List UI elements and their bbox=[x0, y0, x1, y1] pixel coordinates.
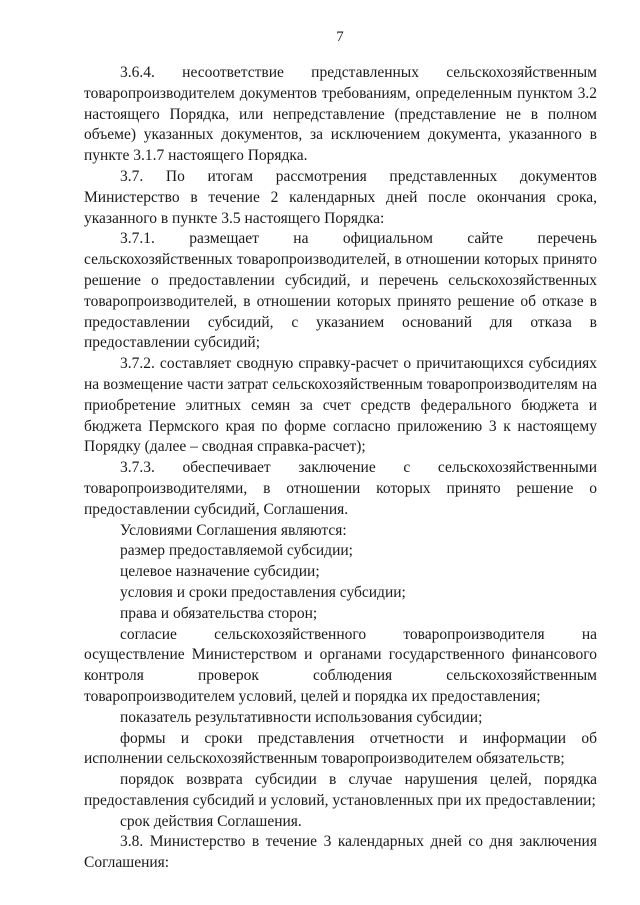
paragraph-3-8: 3.8. Министерство в течение 3 календарных дней со дня заключения Соглашения: bbox=[84, 833, 597, 872]
page-number: 7 bbox=[336, 29, 344, 45]
paragraph-3-6-4: 3.6.4. несоответствие представленных сельскохозяйственным товаропроизводителем документов требованиям, определенным пунктом 3.2 настоящего Порядка, или непредставление (представление не в полном объеме) указанных документов, за исключением документа, указанного в пункте 3.1.7 настоящего Порядка. bbox=[84, 64, 597, 165]
condition-reporting: формы и сроки представления отчетности и информации об исполнении сельскохозяйственным товаропроизводителем обязательств; bbox=[84, 729, 597, 768]
condition-terms: условия и сроки предоставления субсидии; bbox=[120, 583, 406, 601]
condition-consent-to-inspections: согласие сельскохозяйственного товаропроизводителя на осуществление Министерством и органами государственного финансового контроля проверок соблюдения сельскохозяйственным товаропроизводителем условий, целей и порядка их предоставления; bbox=[84, 625, 597, 705]
condition-rights-obligations: права и обязательства сторон; bbox=[120, 604, 318, 622]
document-body bbox=[84, 63, 597, 874]
paragraph-3-7: 3.7. По итогам рассмотрения представленных документов Министерство в течение 2 календарных дней после окончания срока, указанного в пункте 3.5 настоящего Порядка: bbox=[84, 167, 597, 227]
paragraph-3-7-2: 3.7.2. составляет сводную справку-расчет о причитающихся субсидиях на возмещение части затрат сельскохозяйственным товаропроизводителям на приобретение элитных семян за счет средств федерального бюджета и бюджета Пермского края по форме согласно приложению 3 к настоящему Порядку (далее – сводная справка-расчет); bbox=[84, 355, 597, 456]
condition-refund-procedure: порядок возврата субсидии в случае нарушения целей, порядка предоставления субсидий и условий, установленных при их предоставлении; bbox=[84, 771, 597, 809]
condition-performance-indicator: показатель результативности использования субсидии; bbox=[120, 708, 483, 726]
paragraph-3-7-3: 3.7.3. обеспечивает заключение с сельскохозяйственными товаропроизводителями, в отношении которых принято решение о предоставлении субсидий, Соглашения. bbox=[84, 459, 597, 518]
paragraph-3-7-1: 3.7.1. размещает на официальном сайте перечень сельскохозяйственных товаропроизводителей, в отношении которых принято решение о предоставлении субсидий, и перечень сельскохозяйственных товаропроизводителей, в отношении которых принято решение об отказе в предоставлении субсидий, с указанием оснований для отказа в предоставлении субсидий; bbox=[84, 230, 597, 352]
condition-agreement-term: срок действия Соглашения. bbox=[120, 812, 302, 830]
condition-subsidy-amount: размер предоставляемой субсидии; bbox=[120, 542, 353, 560]
condition-purpose: целевое назначение субсидии; bbox=[120, 563, 320, 581]
agreement-conditions-heading: Условиями Соглашения являются: bbox=[120, 521, 347, 539]
